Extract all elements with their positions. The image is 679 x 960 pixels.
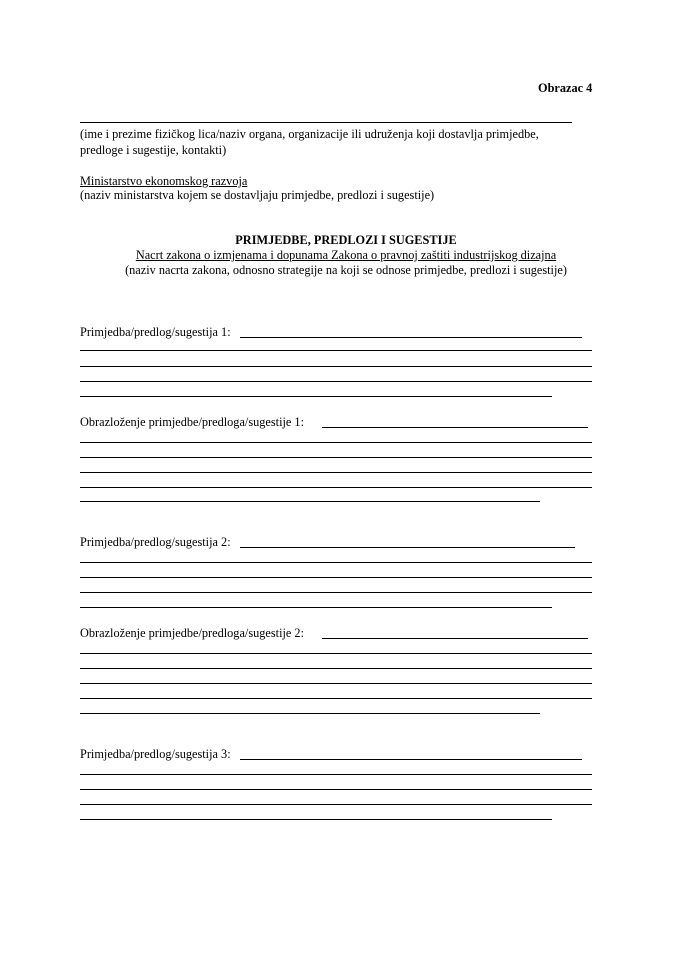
answer-line[interactable]: [240, 337, 582, 338]
answer-line[interactable]: [322, 427, 588, 428]
answer-line[interactable]: [80, 487, 592, 488]
answer-line[interactable]: [240, 759, 582, 760]
submitter-hint-line2: predloge i sugestije, kontakti): [80, 143, 227, 157]
submitter-input-line[interactable]: [80, 122, 572, 123]
answer-line[interactable]: [80, 819, 552, 820]
answer-line[interactable]: [80, 653, 592, 654]
law-hint: (naziv nacrta zakona, odnosno strategije na koji se odnose primjedbe, predlozi i sugestije): [125, 263, 567, 277]
answer-line[interactable]: [80, 774, 592, 775]
answer-line[interactable]: [80, 713, 540, 714]
answer-line[interactable]: [80, 789, 592, 790]
form-number: Obrazac 4: [538, 81, 593, 95]
ministry-hint: (naziv ministarstva kojem se dostavljaju primjedbe, predlozi i sugestije): [80, 188, 435, 202]
answer-line[interactable]: [322, 638, 588, 639]
law-name: Nacrt zakona o izmjenama i dopunama Zakona o pravnoj zaštiti industrijskog dizajna: [135, 248, 557, 262]
answer-line[interactable]: [80, 607, 552, 608]
answer-line[interactable]: [80, 562, 592, 563]
section-label-4: Obrazloženje primjedbe/predloga/sugestije 2:: [80, 626, 304, 640]
answer-line[interactable]: [80, 668, 592, 669]
answer-line[interactable]: [240, 547, 575, 548]
answer-line[interactable]: [80, 472, 592, 473]
answer-line[interactable]: [80, 501, 540, 502]
section-label-1: Primjedba/predlog/sugestija 1:: [80, 325, 231, 339]
answer-line[interactable]: [80, 442, 592, 443]
answer-line[interactable]: [80, 592, 592, 593]
submitter-hint-line1: (ime i prezime fizičkog lica/naziv organa, organizacije ili udruženja koji dostavlja primjedbe,: [80, 127, 539, 141]
section-label-5: Primjedba/predlog/sugestija 3:: [80, 747, 231, 761]
form-title: PRIMJEDBE, PREDLOZI I SUGESTIJE: [235, 233, 457, 247]
answer-line[interactable]: [80, 396, 552, 397]
answer-line[interactable]: [80, 577, 592, 578]
answer-line[interactable]: [80, 350, 592, 351]
answer-line[interactable]: [80, 683, 592, 684]
answer-line[interactable]: [80, 381, 592, 382]
ministry-name: Ministarstvo ekonomskog razvoja: [80, 174, 248, 188]
answer-line[interactable]: [80, 698, 592, 699]
answer-line[interactable]: [80, 366, 592, 367]
section-label-2: Obrazloženje primjedbe/predloga/sugestije 1:: [80, 415, 304, 429]
section-label-3: Primjedba/predlog/sugestija 2:: [80, 535, 231, 549]
answer-line[interactable]: [80, 804, 592, 805]
answer-line[interactable]: [80, 457, 592, 458]
